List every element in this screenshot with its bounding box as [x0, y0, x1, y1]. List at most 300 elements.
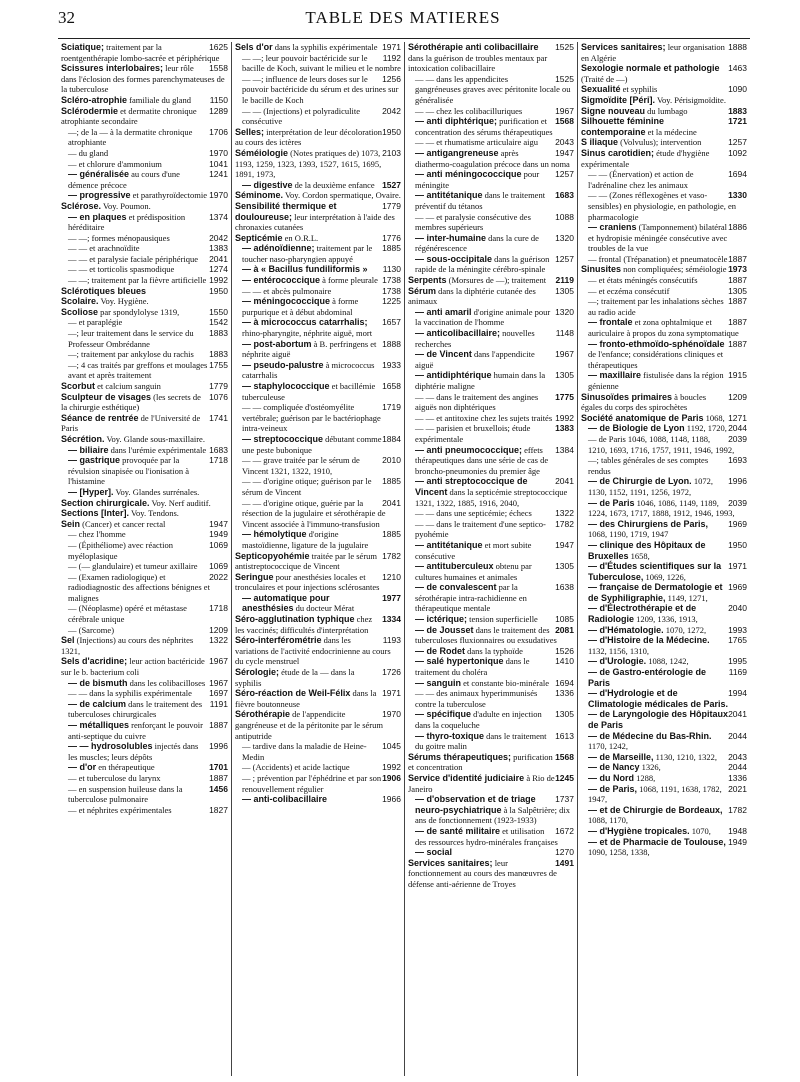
entry-text: Voy. Périsigmoïdite. [657, 94, 726, 105]
index-entry [408, 709, 574, 730]
entry-text: (Cancer) et cancer rectal [82, 518, 166, 529]
entry-heading: — de bismuth [68, 677, 128, 688]
entry-heading: Service d'identité judiciaire [408, 772, 525, 783]
page-reference: 1970 [209, 147, 228, 158]
page-reference: 1726 [382, 667, 401, 678]
entry-heading: — anti streptococcique de Vincent [415, 476, 528, 497]
entry-heading: — frontale [588, 317, 633, 328]
index-entry [235, 264, 401, 275]
entry-text: — en suspension huileuse dans la tuberculose pulmonaire [68, 783, 183, 805]
index-entry [581, 455, 747, 476]
entry-text: — (Sarcome) [68, 624, 115, 635]
page-reference: 1336 [555, 688, 574, 699]
page-reference: 1568 [555, 751, 574, 762]
entry-heading: — métalliques [68, 720, 130, 730]
entry-heading: — d'Hydrologie et de Climatologie médicales de Paris. [588, 688, 729, 709]
page-reference: 1658 [382, 381, 401, 391]
index-entry [61, 540, 228, 561]
page-reference: 1525 [555, 42, 574, 52]
page-reference: 1970 [209, 190, 228, 201]
entry-heading: — anti pneumococcique; [415, 444, 523, 455]
page-reference: 1657 [382, 317, 401, 328]
page-reference: 1887 [728, 338, 747, 349]
index-entry [235, 360, 401, 381]
page-reference: 1738 [382, 275, 401, 286]
entry-text: — — et abcès pulmonaire [242, 285, 332, 296]
entry-text: Voy. Poumon. [103, 200, 151, 211]
page-reference: 1169 [728, 667, 747, 678]
entry-text: dans la septicémie streptococcique 1321, 1322, 1885, 1916, 2040, [415, 486, 568, 508]
entry-text: 1072, 1130, 1152, 1191, 1256, 1972, [588, 476, 713, 497]
entry-text: Voy. Nerf auditif. [151, 497, 211, 508]
index-entry [581, 805, 747, 826]
entry-heading: — clinique des Hôpitaux de Bruxelles [588, 539, 706, 561]
entry-text: —; traitement par les inhalations sèches au radio acide [588, 296, 724, 317]
entry-heading: — à micrococcus catarrhalis; [242, 317, 368, 328]
entry-heading: Séro-agglutination typhique [235, 614, 355, 625]
entry-text: — — parisien et bruxellois; étude expérimentale [415, 423, 531, 444]
page-reference: 1933 [382, 359, 401, 370]
entry-text: — et chlorure d'ammonium [68, 158, 162, 169]
entry-heading: — de Rodet [415, 645, 466, 656]
entry-heading: Scissures interlobaires; [61, 63, 164, 74]
entry-text: — — compliquée d'ostéomyélite vertébrale; guérison par le bactériophage intra-veineux [242, 402, 381, 434]
entry-text: 1288, [636, 772, 656, 783]
entry-text: de la deuxième enfance [294, 179, 375, 190]
page-reference: 1737 [555, 794, 574, 805]
index-entry [581, 826, 747, 837]
entry-text: — — des animaux hyperimmunisés contre la tuberculose [415, 688, 538, 709]
entry-text: de l'appendicite gangréneuse et de la péritonite par le sérum antiputride [235, 709, 383, 741]
entry-heading: — sous-occipitale [415, 253, 493, 264]
page-reference: 1672 [555, 825, 574, 836]
index-entry [581, 296, 747, 317]
entry-text: 1070, 1272, [665, 624, 707, 635]
entry-text: 1130, 1210, 1322, [655, 751, 717, 762]
entry-text: par la sérothérapie intra-rachidienne en thérapeutique mentale [415, 582, 527, 614]
index-entry [235, 762, 401, 773]
index-entry [235, 741, 401, 762]
index-entry [61, 784, 228, 805]
page-reference: 1090 [728, 84, 747, 95]
index-entry [408, 582, 574, 614]
entry-heading: Scolaire. [61, 296, 99, 307]
page-reference: 1966 [382, 794, 401, 805]
index-entry [581, 519, 747, 540]
index-entry [581, 635, 747, 656]
index-entry [235, 455, 401, 476]
column-4 [577, 42, 750, 1076]
entry-heading: Sigmoïdite [Péri]. [581, 94, 656, 105]
page-reference: 2021 [728, 783, 747, 794]
entry-text: et mort subite consécutive [415, 539, 532, 561]
page-reference: 1885 [382, 476, 401, 487]
page-reference: 1949 [728, 836, 747, 847]
index-entry [408, 116, 574, 137]
entry-text: dans la guérison de troubles mentaux par intoxication colibacillaire [408, 52, 548, 74]
page-reference: 1697 [209, 688, 228, 699]
index-entry [235, 794, 401, 805]
entry-heading: — de santé militaire [415, 825, 501, 836]
page-reference: 2041 [382, 497, 401, 508]
entry-text: à forme pleurale [322, 275, 378, 286]
page-reference: 1885 [382, 243, 401, 254]
entry-heading: — automatique pour anesthésies [242, 592, 330, 614]
index-entry [235, 180, 401, 191]
page-reference: 1334 [382, 614, 401, 625]
entry-text: à forme purpurique et à début abdominal [242, 296, 359, 317]
page-reference: 1069 [209, 539, 228, 550]
entry-heading: — digestive [242, 179, 293, 190]
entry-heading: — anti-colibacillaire [242, 794, 328, 805]
entry-heading: — staphylococcique [242, 381, 330, 391]
page-reference: 1209 [728, 391, 747, 402]
entry-text: et syphilis [622, 84, 658, 95]
index-entry [61, 286, 228, 297]
index-entry [581, 254, 747, 265]
page-reference: 2081 [555, 624, 574, 635]
index-entry [61, 678, 228, 689]
index-entry [581, 370, 747, 391]
page-reference: 1741 [209, 412, 228, 423]
page-reference: 2103 [382, 147, 401, 158]
page-reference: 1883 [209, 349, 228, 360]
entry-heading: — et de Pharmacie de Toulouse, [588, 836, 726, 847]
entry-text: dans le traitement des tuberculoses chirurgicales [68, 698, 203, 720]
entry-heading: — spécifique [415, 709, 472, 720]
page-reference: 1883 [209, 328, 228, 339]
page-reference: 1463 [728, 63, 747, 74]
index-entry [61, 63, 228, 95]
index-entry [408, 370, 574, 391]
page-reference: 1270 [555, 847, 574, 858]
entry-text: à la Salpêtrière; dix ans de fonctionnement (1923-1933) [415, 804, 570, 826]
entry-text: injectés dans les muscles; leurs dépôts [68, 741, 199, 762]
entry-text: 1658, [630, 550, 650, 561]
page-reference: 2039 [728, 497, 747, 508]
page-reference: 1718 [209, 455, 228, 466]
entry-heading: Sclérose. [61, 200, 102, 211]
entry-text: 1069, 1226, [645, 571, 686, 582]
column-2 [231, 42, 404, 1076]
index-entry [61, 349, 228, 360]
index-entry [581, 63, 747, 84]
index-entry [581, 667, 747, 688]
entry-heading: — craniens [588, 222, 637, 233]
page-reference: 1289 [209, 105, 228, 116]
entry-heading: — de Laryngologie des Hôpitaux de Paris [588, 709, 729, 730]
page-reference: 1045 [382, 741, 401, 752]
index-entry [408, 307, 574, 328]
index-entry [61, 275, 228, 286]
index-entry [61, 212, 228, 233]
entry-heading: — méningococcique [242, 296, 331, 307]
page-reference: 1550 [209, 306, 228, 317]
entry-heading: — de convalescent [415, 582, 497, 593]
index-entry [235, 106, 401, 127]
page-reference: 1210 [382, 571, 401, 582]
page-reference: 1694 [728, 169, 747, 180]
entry-heading: — anti diphtérique; [415, 116, 497, 127]
page-reference: 1950 [728, 539, 747, 550]
entry-text: — — et torticolis spasmodique [68, 264, 175, 275]
page-reference: 1088 [555, 211, 574, 222]
entry-text: traitement par la roentgenthérapie lombo-sacrée et périphérique [61, 42, 220, 63]
entry-heading: — d'Électrothérapie et de Radiologie [588, 603, 697, 625]
index-entry [235, 635, 401, 667]
entry-heading: — d'Histoire de la Médecine. [588, 635, 710, 646]
entry-text: interprétation de leur décoloration au cours des ictères [235, 126, 383, 148]
entry-heading: — de Médecine du Bas-Rhin. [588, 730, 712, 741]
index-entry [235, 148, 401, 180]
index-entry [581, 95, 747, 106]
entry-text: — chez l'homme [68, 529, 126, 540]
index-entry [408, 646, 574, 657]
entry-text: et dermatite chronique atrophiante secondaire [61, 105, 197, 127]
index-entry [408, 169, 574, 190]
entry-heading: — d'Urologie. [588, 656, 647, 667]
index-entry [408, 508, 574, 519]
page-reference: 1526 [555, 645, 574, 656]
entry-text: — (Examen radiologique) et radiodiagnostic des affections bénignes et malignes [68, 571, 210, 603]
entry-heading: Sclérotiques bleues [61, 285, 147, 296]
entry-heading: Scléro-atrophie [61, 94, 128, 105]
index-entry [61, 688, 228, 699]
page-reference: 1967 [209, 656, 228, 667]
page-reference: 1776 [382, 232, 401, 243]
entry-heading: — de Biologie de Lyon [588, 423, 685, 434]
entry-heading: Sein [61, 518, 81, 529]
page-reference: 2042 [382, 105, 401, 116]
entry-text: 1149, 1271, [667, 592, 708, 603]
page-reference: 1558 [209, 63, 228, 74]
page-reference: 1193 [382, 635, 401, 646]
page-reference: 1885 [382, 529, 401, 540]
entry-text: (Tamponnement) bilatéral et hydropisie méningée consécutive avec troubles de la vue [588, 222, 728, 254]
page-reference: 1947 [555, 539, 574, 550]
index-entry [581, 540, 747, 561]
index-entry [61, 498, 228, 509]
page-reference: 1305 [728, 285, 747, 296]
entry-text: — et tuberculose du larynx [68, 772, 161, 783]
entry-text: 1192, 1720, [686, 423, 727, 434]
page-reference: 1683 [555, 190, 574, 201]
index-entry [235, 275, 401, 286]
index-entry [581, 498, 747, 519]
entry-text: Voy. Glande sous-maxillaire. [106, 433, 205, 444]
entry-text: étude de la — dans la syphilis [235, 667, 355, 688]
index-entry [581, 286, 747, 297]
entry-text: par spondylolyse 1319, [100, 306, 180, 317]
index-entry [581, 731, 747, 752]
index-entry [235, 286, 401, 297]
index-entry [408, 678, 574, 689]
index-entry [581, 561, 747, 582]
entry-text: dans les colibacilloses [129, 677, 206, 688]
index-entry [408, 773, 574, 794]
page-reference: 2041 [209, 253, 228, 264]
entry-heading: — anti amaril [415, 306, 472, 317]
entry-text: humain dans la diphtérie maligne [415, 370, 546, 391]
entry-text: — frontal (Trépanation) et pneumatocèle [588, 253, 728, 264]
entry-text: (Morsures de —); traitement [448, 275, 547, 286]
entry-text: fistulisée dans la région génienne [588, 370, 724, 391]
index-entry [408, 561, 574, 582]
entry-text: d'origine animale pour la vaccination de l'homme [415, 306, 551, 328]
entry-text: dans la syphilis expérimentale [274, 42, 378, 52]
index-entry [61, 720, 228, 741]
index-entry [61, 413, 228, 434]
entry-text: (Injections) au cours des néphrites 1321, [61, 635, 194, 656]
entry-text: et calcium sanguin [97, 381, 161, 391]
header-rule [58, 38, 750, 39]
entry-text: —; tables générales de ses comptes rendus [588, 455, 709, 476]
page-reference: 1915 [728, 370, 747, 381]
index-entry [408, 445, 574, 477]
index-entry [581, 784, 747, 805]
entry-text: et constante bio-minérale [463, 677, 550, 688]
entry-heading: Sensibilité thermique et douloureuse; [235, 200, 337, 222]
index-entry [235, 296, 401, 317]
entry-heading: — de Chirurgie de Lyon. [588, 476, 692, 487]
index-entry [235, 201, 401, 233]
page-reference: 2044 [728, 730, 747, 741]
page-reference: 1148 [555, 328, 574, 339]
entry-text: effets thérapeutiques dans une série de cas de broncho-pneumonies du premier âge [415, 444, 549, 476]
page-reference: 1130 [382, 264, 401, 275]
page-reference: 1374 [209, 211, 228, 222]
index-entry [61, 127, 228, 148]
entry-text: Voy. Tendons. [131, 508, 179, 519]
index-entry [581, 137, 747, 148]
page-reference: 1542 [209, 317, 228, 328]
page-title: TABLE DES MATIERES [305, 8, 501, 27]
index-entry [235, 498, 401, 530]
index-entry [61, 635, 228, 656]
entry-heading: Séro-réaction de Weil-Félix [235, 688, 351, 699]
entry-heading: — entérococcique [242, 275, 321, 286]
page-reference: 1320 [555, 306, 574, 317]
index-entry [581, 148, 747, 169]
entry-text: dans le traitement du choléra [415, 656, 530, 678]
page-reference: 1971 [382, 688, 401, 699]
entry-text: — et eczéma consécutif [588, 285, 670, 296]
page-reference: 1888 [728, 42, 747, 52]
page-reference: 1996 [209, 741, 228, 752]
column-3 [404, 42, 577, 1076]
page-reference: 1568 [555, 116, 574, 127]
index-entry [235, 190, 401, 201]
page-reference: 1150 [209, 94, 228, 105]
entry-text: dans la diphtérie cutanée des animaux [408, 285, 536, 307]
index-columns [58, 42, 750, 1076]
page-reference: 1967 [555, 349, 574, 360]
page-reference: 1683 [209, 444, 228, 455]
page-reference: 1245 [555, 772, 574, 783]
page-reference: 2044 [728, 762, 747, 773]
entry-heading: Société anatomique de Paris [581, 412, 704, 423]
entry-text: et parathyroïdectomie [132, 190, 207, 201]
page-reference: 1755 [209, 359, 228, 370]
index-entry [581, 709, 747, 730]
page-reference: 1383 [209, 243, 228, 254]
entry-heading: Sérum [408, 285, 437, 296]
entry-text: d'origine mastoïdienne, ligature de la jugulaire [242, 529, 369, 550]
index-entry [581, 773, 747, 784]
entry-heading: Scorbut [61, 381, 96, 391]
entry-heading: — d'Hygiène tropicales. [588, 825, 690, 836]
page-reference: 1738 [382, 285, 401, 296]
entry-text: — — d'origine otique; guérison par le sérum de Vincent [242, 476, 372, 497]
page-reference: 1613 [555, 730, 574, 741]
entry-text: Voy. Cordon spermatique, Ovaire. [285, 190, 401, 201]
page-reference: 1527 [382, 179, 401, 190]
index-entry [408, 148, 574, 169]
entry-text: obtenu par cultures humaines et animales [415, 561, 532, 582]
index-entry [408, 286, 574, 307]
entry-heading: — biliaire [68, 444, 109, 455]
index-entry [235, 339, 401, 360]
entry-text: — — dans le traitement des angines aiguës non diphtériques [415, 391, 539, 413]
page-reference: 1779 [382, 200, 401, 211]
entry-text: et la médecine [647, 126, 697, 137]
entry-text: dans le traitement du goitre malin [415, 730, 547, 752]
entry-heading: — streptococcique [242, 433, 324, 444]
index-entry [235, 233, 401, 244]
entry-heading: — gastrique [68, 455, 121, 466]
entry-text: purification et concentration [408, 751, 553, 773]
page-reference: 1827 [209, 804, 228, 815]
entry-text: du docteur Mérat [295, 603, 355, 614]
index-entry [408, 254, 574, 275]
page-reference: 1085 [555, 614, 574, 625]
entry-heading: — d'or [68, 762, 97, 773]
index-entry [61, 42, 228, 63]
index-entry [581, 476, 747, 497]
page-reference: 1967 [555, 105, 574, 116]
entry-heading: — du Nord [588, 772, 634, 783]
index-entry [61, 148, 228, 159]
page-reference: 1887 [209, 772, 228, 783]
page-reference: 2022 [209, 571, 228, 582]
entry-text: 1170, 1242, [588, 741, 629, 752]
entry-text: dans le traitement préventif du tétanos [415, 190, 546, 211]
entry-heading: Séance de rentrée [61, 412, 139, 423]
page-reference: 1782 [728, 804, 747, 815]
entry-heading: — en plaques [68, 211, 127, 222]
index-entry [235, 593, 401, 614]
entry-heading: — ictérique; [415, 614, 468, 625]
page-reference: 2041 [728, 709, 747, 720]
index-entry [408, 413, 574, 424]
index-entry [235, 476, 401, 497]
entry-text: (Notes pratiques de) 1073, 1193, 1259, 1323, 1393, 1527, 1615, 1695, 1891, 1973, [235, 147, 382, 180]
index-entry [408, 752, 574, 773]
index-entry [61, 762, 228, 773]
index-entry [61, 656, 228, 677]
entry-heading: Silhouette féminine contemporaine [581, 116, 665, 137]
entry-text: — — et paralysie faciale périphérique [68, 253, 199, 264]
index-entry [235, 614, 401, 635]
page-reference: 1973 [728, 264, 747, 275]
page-reference: 1701 [209, 762, 228, 773]
entry-heading: Sections [Inter]. [61, 508, 130, 519]
entry-heading: Section chirurgicale. [61, 497, 150, 508]
page-reference: 1950 [382, 126, 401, 137]
page-reference: 1241 [209, 169, 228, 180]
page-reference: 2039 [728, 433, 747, 444]
page-reference: 2119 [555, 275, 574, 286]
